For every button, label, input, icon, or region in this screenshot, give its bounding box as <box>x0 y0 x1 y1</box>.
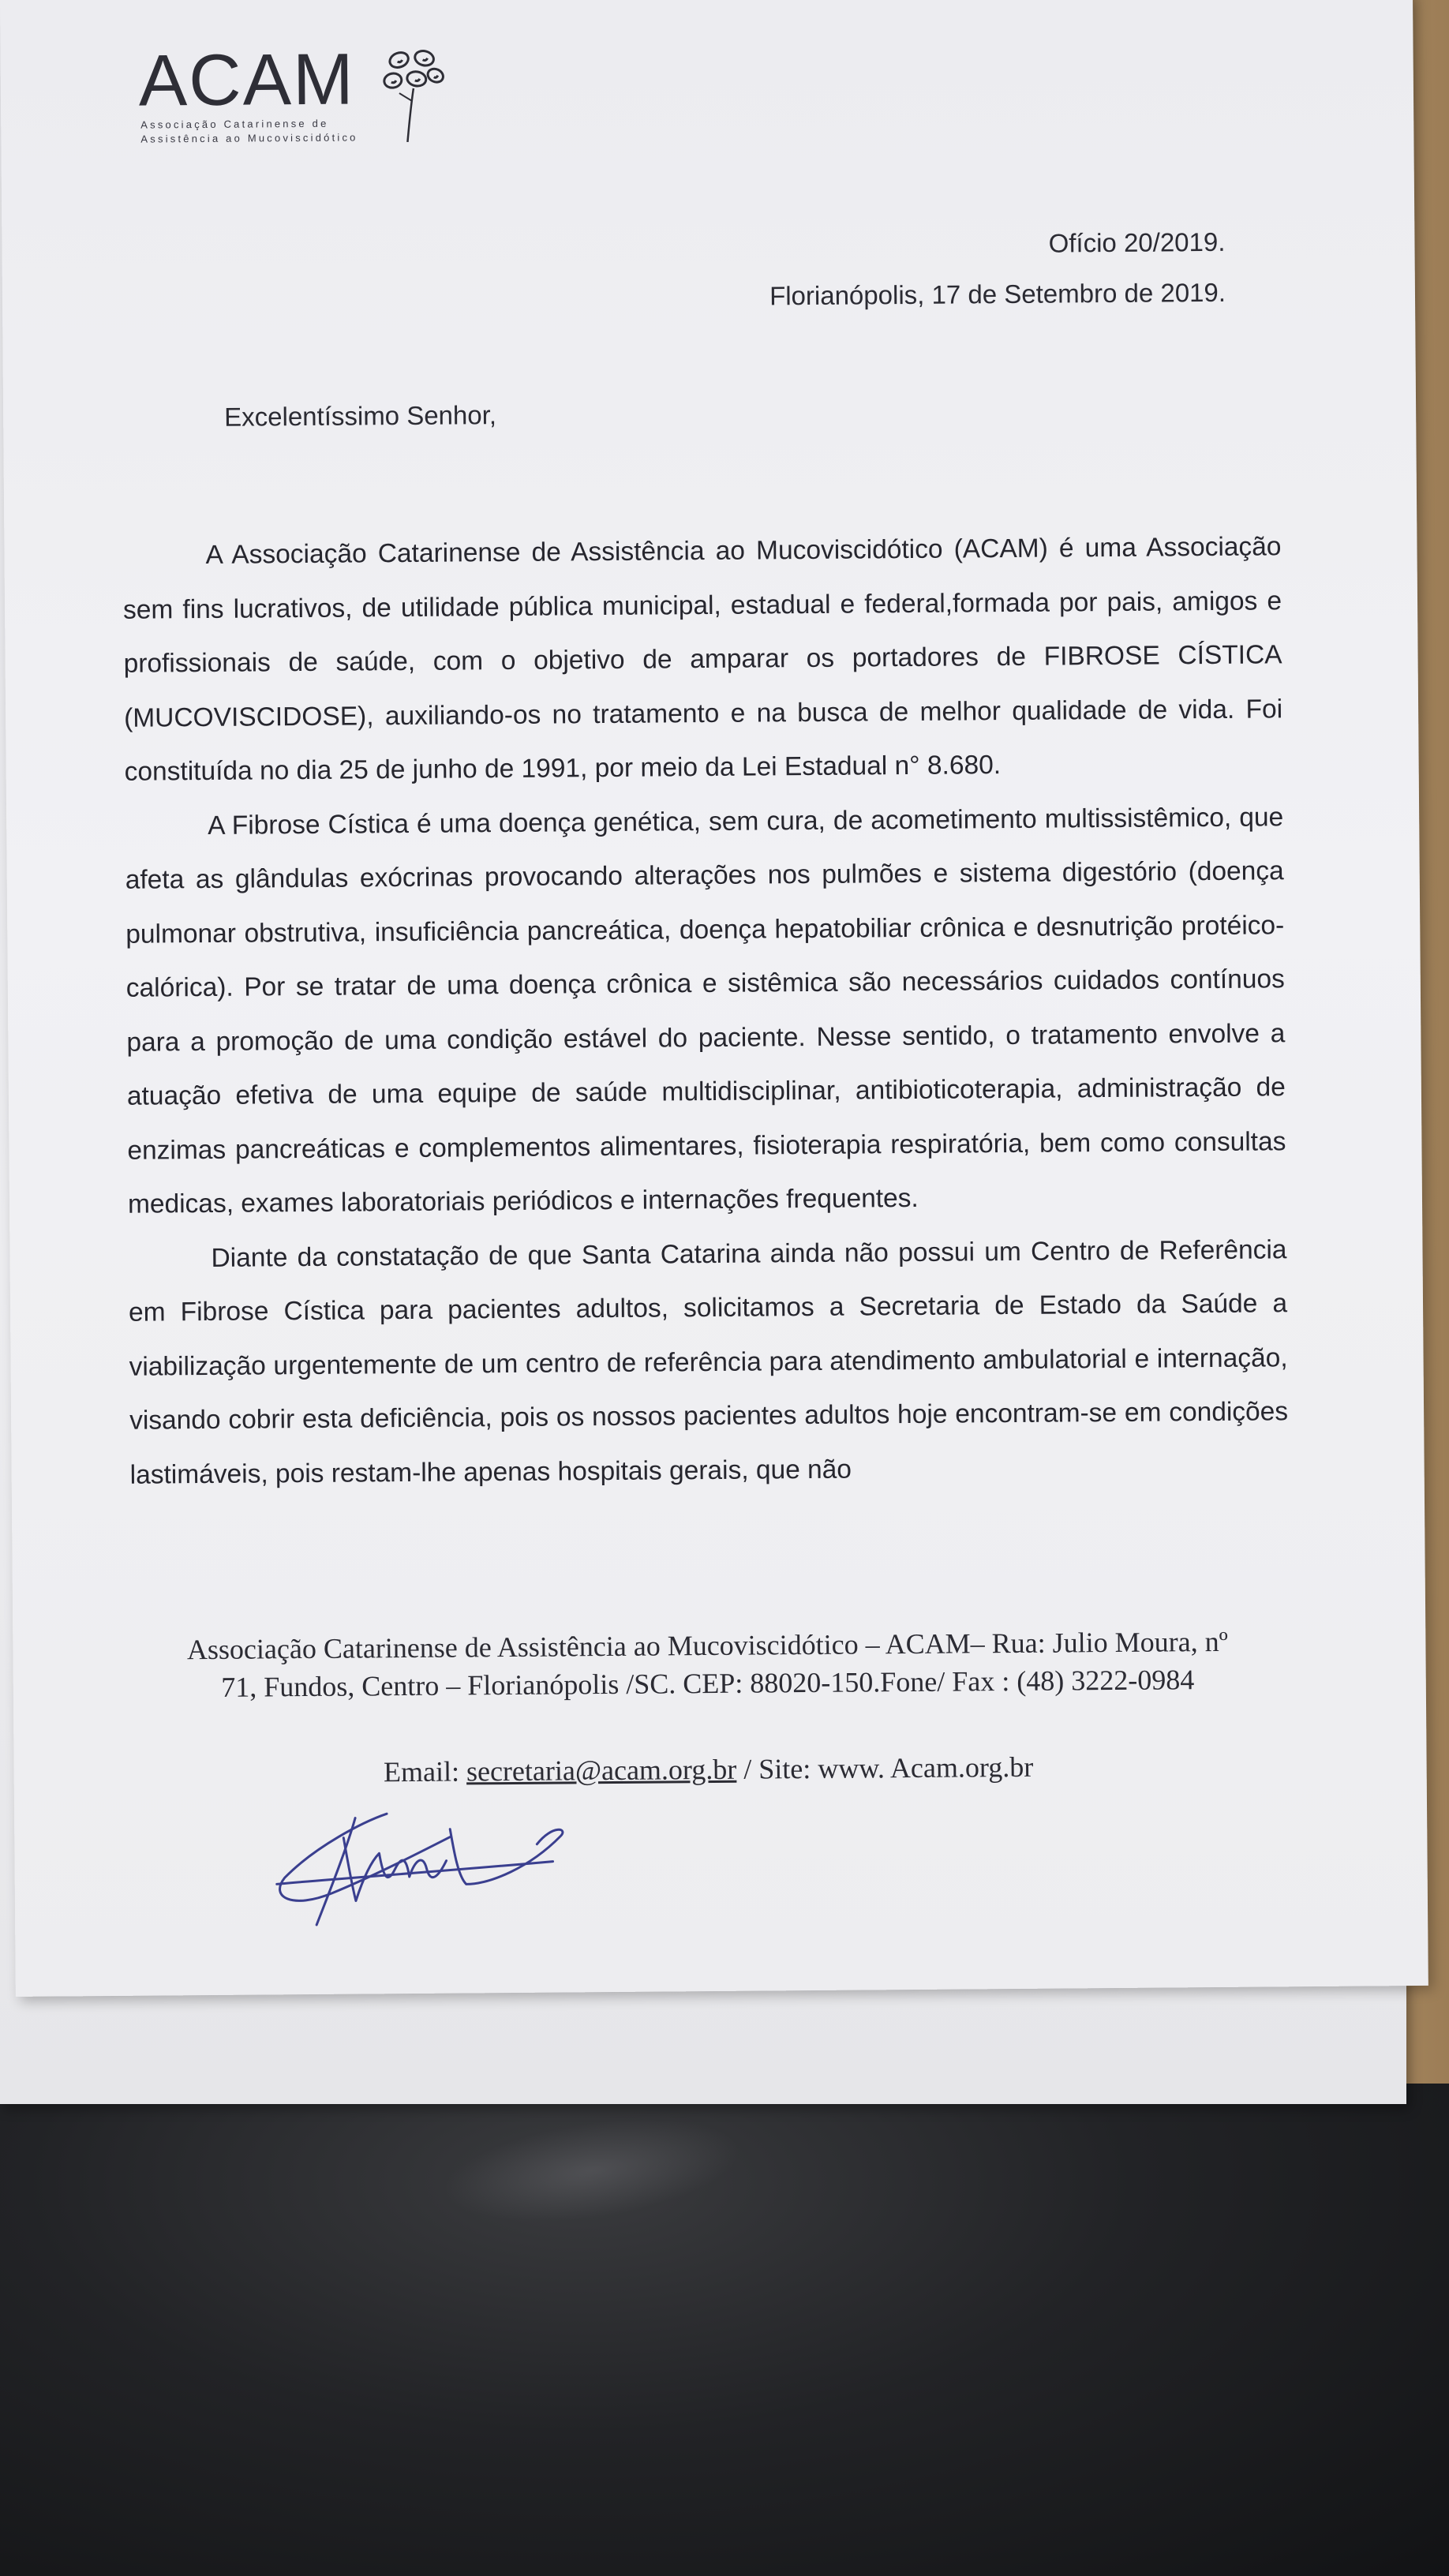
logo-subtitle-line1: Associação Catarinense de <box>140 117 329 131</box>
place-date: Florianópolis, 17 de Setembro de 2019. <box>769 277 1226 311</box>
paragraph-2: A Fibrose Cística é uma doença genética, sem cura, de acometimento multissistêmico, que afeta as glândulas exócrinas provocando alterações nos pulmões e sistema digestório (doença pulmonar obstrutiva, insuficiência pancreática, doença hepatobiliar crônica e desnutrição protéico-calórica). Por se tratar de uma doença crônica e sistêmica são necessários cuidados contínuos para a promoção de uma condição estável do paciente. Nesse sentido, o tratamento envolve a atuação efetiva de uma equipe de saúde multidisciplinar, antibioticoterapia, administração de enzimas pancreáticas e complementos alimentares, fisioterapia respiratória, bem como consultas medicas, exames laboratoriais periódicos e internações frequentes. <box>125 802 1286 1219</box>
email-link[interactable]: secretaria@acam.org.br <box>466 1753 737 1788</box>
site-text: / Site: www. Acam.org.br <box>736 1750 1034 1785</box>
acam-logo <box>138 39 455 155</box>
handwritten-signature <box>268 1788 586 1949</box>
logo-subtitle-line2: Assistência ao Mucoviscidótico <box>140 131 358 145</box>
flower-icon <box>375 45 455 148</box>
footer-address-line1: Associação Catarinense de Assistência ao Mucoviscidótico – ACAM– Rua: Julio Moura, nº <box>186 1625 1229 1666</box>
footer-contact <box>92 1748 1324 1791</box>
paragraph-1: A Associação Catarinense de Assistência ao Mucoviscidótico (ACAM) é uma Associação sem fins lucrativos, de utilidade pública municipal, estadual e federal,formada por pais, amigos e profissionais de saúde, com o objetivo de amparar os portadores de FIBROSE CÍSTICA (MUCOVISCIDOSE), auxiliando-os no tratamento e na busca de melhor qualidade de vida. Foi constituída no dia 25 de junho de 1991, por meio da Lei Estadual n° 8.680. <box>122 532 1283 787</box>
footer-address-line2: 71, Fundos, Centro – Florianópolis /SC. CEP: 88020-150.Fone/ Fax : (48) 3222-0984 <box>221 1664 1195 1703</box>
email-label: Email: <box>383 1755 467 1788</box>
office-number: Ofício 20/2019. <box>1048 227 1226 258</box>
salutation: Excelentíssimo Senhor, <box>224 400 497 432</box>
logo-wordmark: ACAM <box>138 39 356 122</box>
letter-body <box>122 520 1289 1502</box>
footer-address <box>92 1622 1324 1707</box>
paragraph-3: Diante da constatação de que Santa Catarina ainda não possui um Centro de Referência em Fibrose Cística para pacientes adultos, solicitamos a Secretaria de Estado da Saúde a viabilização urgentemente de um centro de referência para atendimento ambulatorial e internação, visando cobrir esta deficiência, pois os nossos pacientes adultos hoje encontram-se em condições lastimáveis, pois restam-lhe apenas hospitais gerais, que não <box>128 1234 1289 1490</box>
